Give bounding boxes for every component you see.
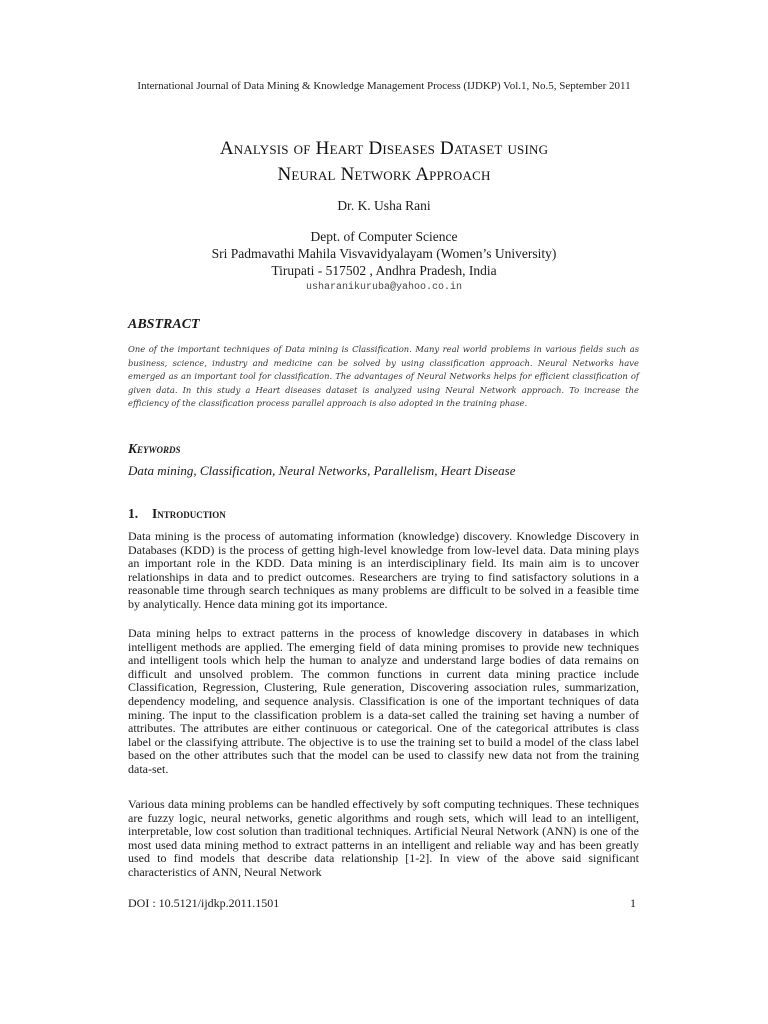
abstract-text: One of the important techniques of Data mining is Classification. Many real world problems in various fields such as business, science, industry and medicine can be solved by using classification approach. Neural Networks have emerged as an important tool for classification. The advantages of Neural Networks helps for efficient classification of given data. In this study a Heart diseases dataset is analyzed using Neural Network approach. To increase the efficiency of the classification process parallel approach is also adopted in the training phase. — [128, 344, 639, 409]
paragraph-text: Data mining helps to extract patterns in the process of knowledge discovery in databases in which intelligent methods are applied. The emerging field of data mining promises to provide new techniques and intelligent tools which help the human to analyze and understand large bodies of data remains on difficult and unsolved problem. The common functions in current data mining practice include Classification, Regression, Clustering, Rule generation, Discovering association rules, summarization, dependency modeling, and sequence analysis. Classification is one of the important techniques of data mining. The input to the classification problem is a data-set called the training set having a number of attributes. The attributes are either continuous or categorical. One of the categorical attributes is class label or the classifying attribute. The objective is to use the training set to build a model of the class label based on the other attributes such that the model can be used to classify new data not from the training data-set. — [128, 626, 639, 776]
author-email: usharanikuruba@yahoo.co.in — [305, 282, 463, 293]
affiliation-dept: Dept. of Computer Science — [310, 229, 458, 244]
section-number: 1. — [128, 506, 139, 521]
paragraph-text: Various data mining problems can be handled effectively by soft computing techniques. These techniques are fuzzy logic, neural networks, genetic algorithms and rough sets, which will lead to an intelligent, interpretable, low cost solution than traditional techniques. Artificial Neural Network (ANN) is one of the most used data mining method to extract patterns in an intelligent and reliable way and has been greatly used to find models that describe data relationship [1-2]. In view of the above said significant characteristics of ANN, Neural Network — [128, 797, 639, 879]
abstract-heading: ABSTRACT — [128, 317, 200, 332]
paper-title-line-2: Neural Network Approach — [277, 164, 491, 185]
page-number: 1 — [630, 896, 636, 910]
paragraph-text: Data mining is the process of automating information (knowledge) discovery. Knowledge Discovery in Databases (KDD) is the process of getting high-level knowledge from low-level data. Data mining plays an important role in the KDD. Data mining is an interdisciplinary field. Its main aim is to uncover relationships in data and to predict outcomes. Researchers are trying to find satisfactory solutions in a reasonable time through search techniques as many problems are difficult to be solved in a feasible time by analytically. Hence data mining got its importance. — [128, 529, 639, 611]
author-affiliation — [0, 228, 768, 279]
footer-doi: DOI : 10.5121/ijdkp.2011.1501 — [128, 896, 280, 910]
affiliation-address: Tirupati - 517502 , Andhra Pradesh, India — [271, 263, 497, 278]
body-paragraph — [128, 798, 639, 880]
affiliation-university: Sri Padmavathi Mahila Visvavidyalayam (Women’s University) — [211, 246, 557, 261]
keywords-text: Data mining, Classification, Neural Networks, Parallelism, Heart Disease — [128, 463, 516, 478]
paper-title-line-1: Analysis of Heart Diseases Dataset using — [219, 138, 549, 159]
author-name: Dr. K. Usha Rani — [337, 198, 431, 213]
keywords-heading: Keywords — [128, 441, 181, 456]
body-paragraph — [128, 530, 639, 612]
section-heading-introduction — [128, 506, 226, 522]
section-title: Introduction — [152, 506, 226, 521]
paper-title — [0, 136, 768, 188]
body-paragraph — [128, 627, 639, 777]
journal-header: International Journal of Data Mining & Knowledge Management Process (IJDKP) Vol.1, No.5, September 2011 — [137, 80, 631, 92]
